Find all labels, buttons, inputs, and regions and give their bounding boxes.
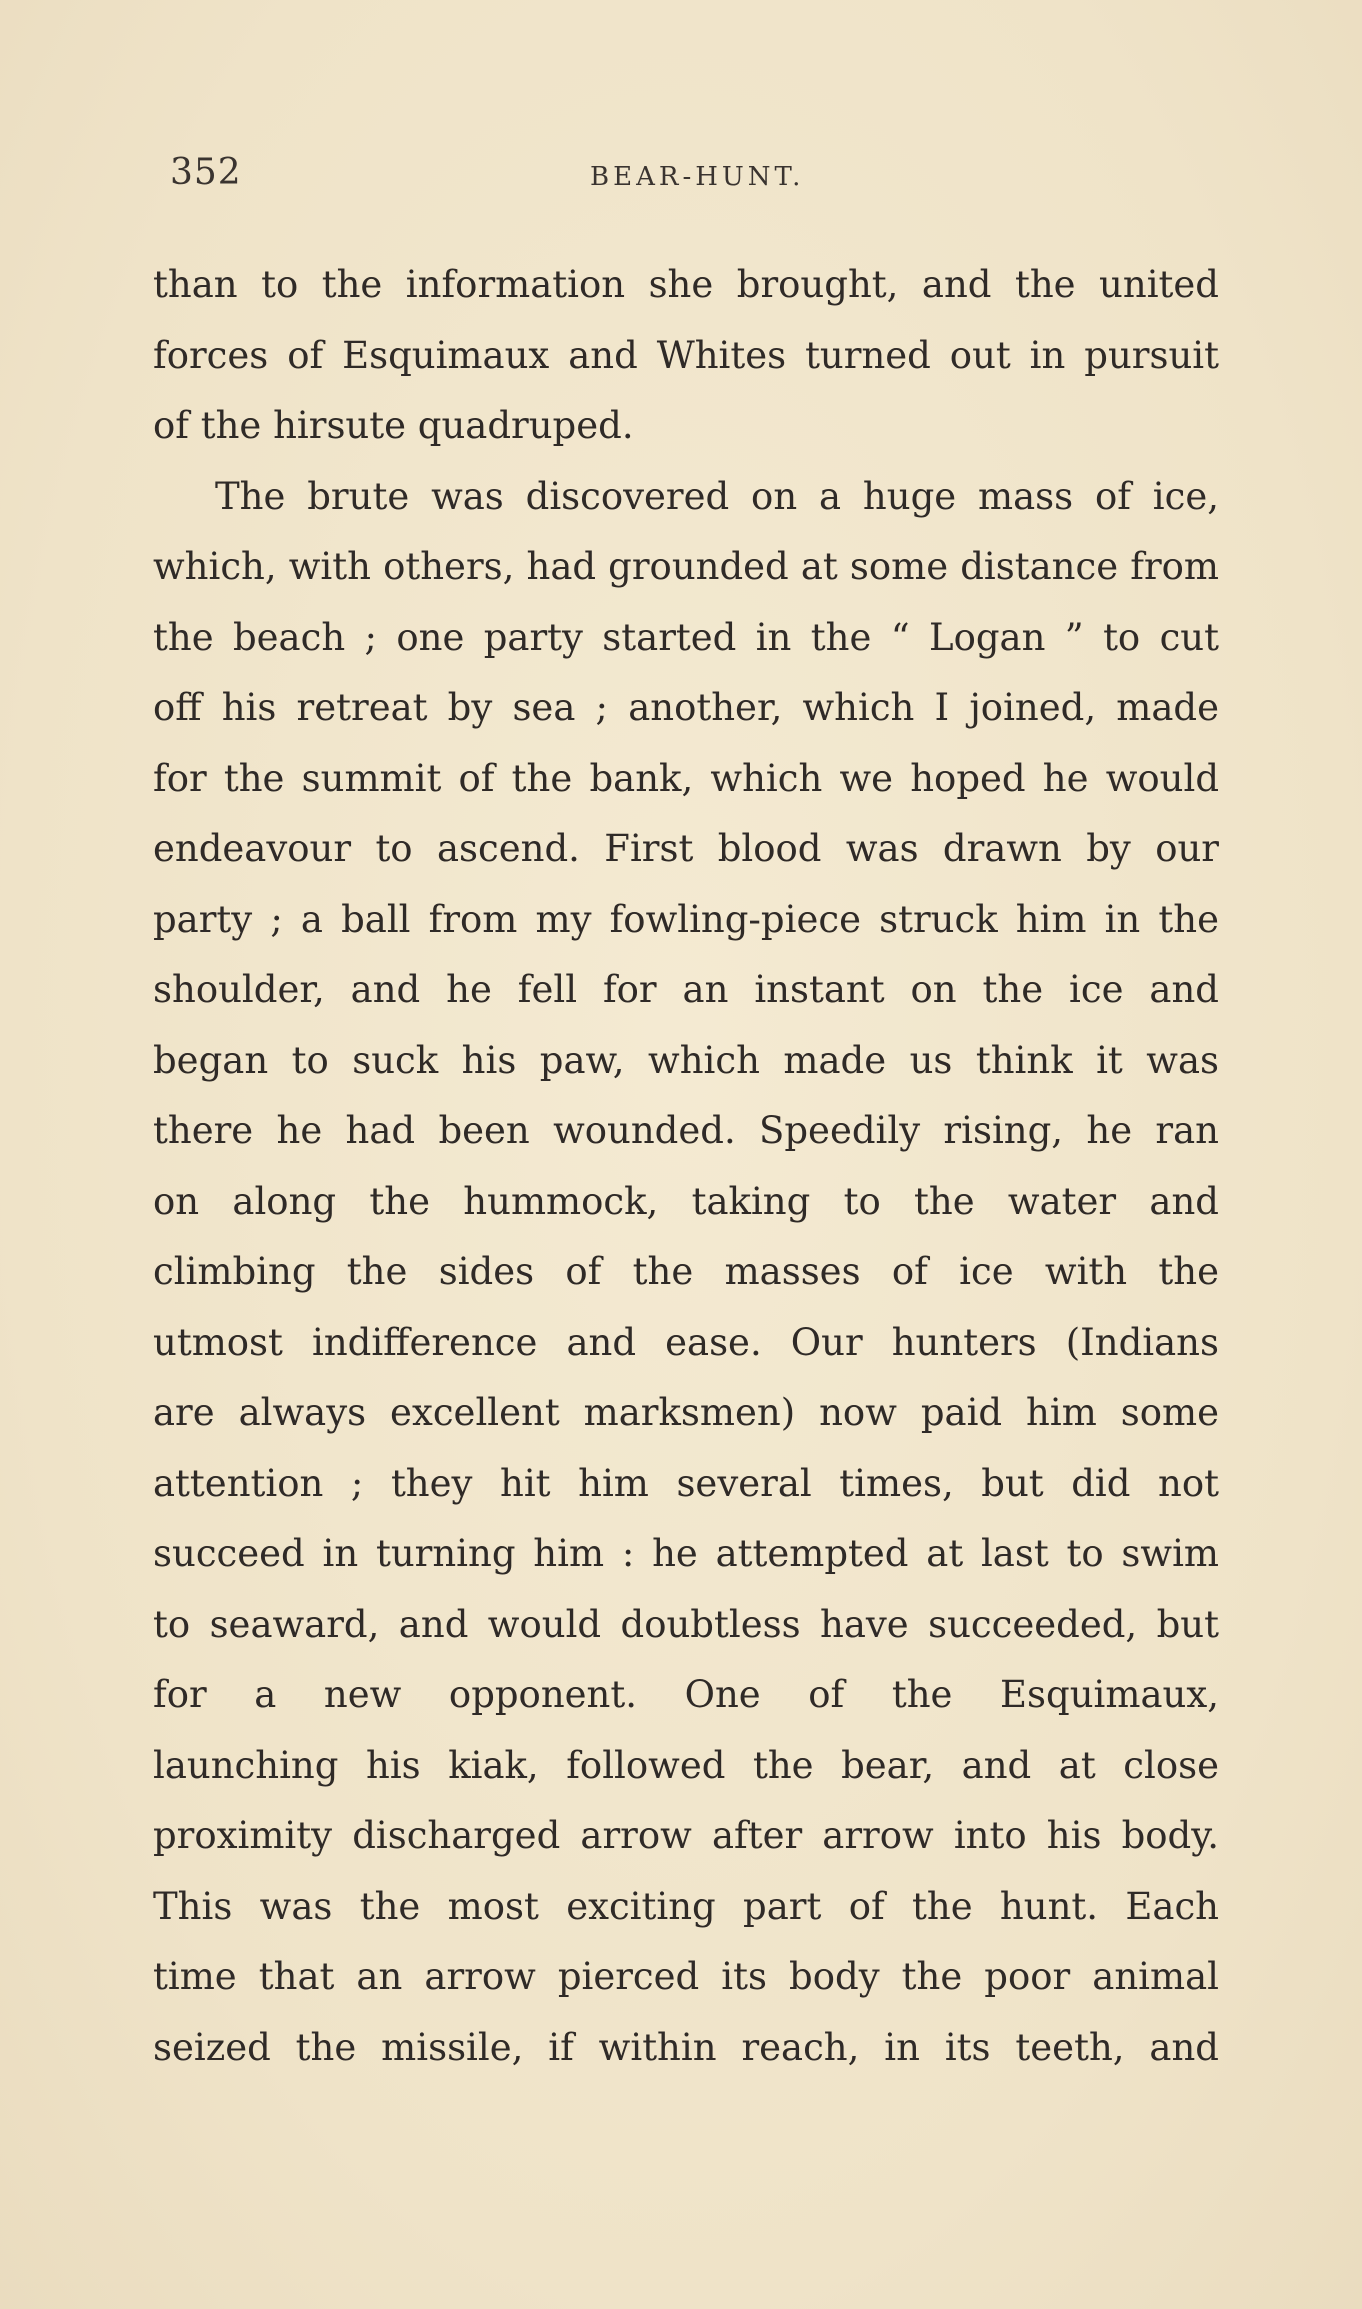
text-line: forces of Esquimaux and Whites turned out in pursuit xyxy=(153,333,1219,377)
text-line: succeed in turning him : he attempted at last to swim xyxy=(153,1532,1219,1575)
text-line: are always excellent marksmen) now paid him some xyxy=(153,1391,1219,1434)
text-line: than to the information she brought, and the united xyxy=(153,263,1219,306)
text-line: for the summit of the bank, which we hoped he would xyxy=(153,756,1219,800)
page-header xyxy=(170,152,1220,202)
text-line: climbing the sides of the masses of ice with the xyxy=(153,1250,1219,1293)
text-line: of the hirsute quadruped. xyxy=(153,404,634,447)
text-line: launching his kiak, followed the bear, and at close xyxy=(153,1743,1219,1787)
text-line: the beach ; one party started in the “ Logan ” to cut xyxy=(153,615,1219,659)
running-head: BEAR-HUNT. xyxy=(590,162,805,192)
text-line: seized the missile, if within reach, in its teeth, and xyxy=(153,2025,1219,2069)
body-text xyxy=(153,250,1219,2083)
text-line: The brute was discovered on a huge mass of ice, xyxy=(215,474,1219,518)
page-number: 352 xyxy=(170,152,242,193)
text-line: there he had been wounded. Speedily rising, he ran xyxy=(153,1109,1219,1152)
text-line: endeavour to ascend. First blood was drawn by our xyxy=(153,827,1219,870)
text-line: time that an arrow pierced its body the poor animal xyxy=(153,1955,1219,1998)
text-line: for a new opponent. One of the Esquimaux, xyxy=(153,1673,1219,1716)
text-line: began to suck his paw, which made us think it was xyxy=(153,1038,1219,1082)
text-line: party ; a ball from my fowling-piece struck him in the xyxy=(153,897,1219,941)
text-line: This was the most exciting part of the hunt. Each xyxy=(153,1884,1219,1928)
text-line: off his retreat by sea ; another, which I joined, made xyxy=(153,686,1219,729)
text-line: attention ; they hit him several times, but did not xyxy=(153,1461,1219,1505)
text-line: proximity discharged arrow after arrow into his body. xyxy=(153,1814,1219,1857)
text-line: utmost indifference and ease. Our hunters (Indians xyxy=(153,1320,1219,1364)
text-line: on along the hummock, taking to the water and xyxy=(153,1179,1219,1223)
text-line: shoulder, and he fell for an instant on the ice and xyxy=(153,968,1219,1011)
text-line: to seaward, and would doubtless have succeeded, but xyxy=(153,1602,1219,1646)
text-line: which, with others, had grounded at some distance from xyxy=(153,545,1219,588)
